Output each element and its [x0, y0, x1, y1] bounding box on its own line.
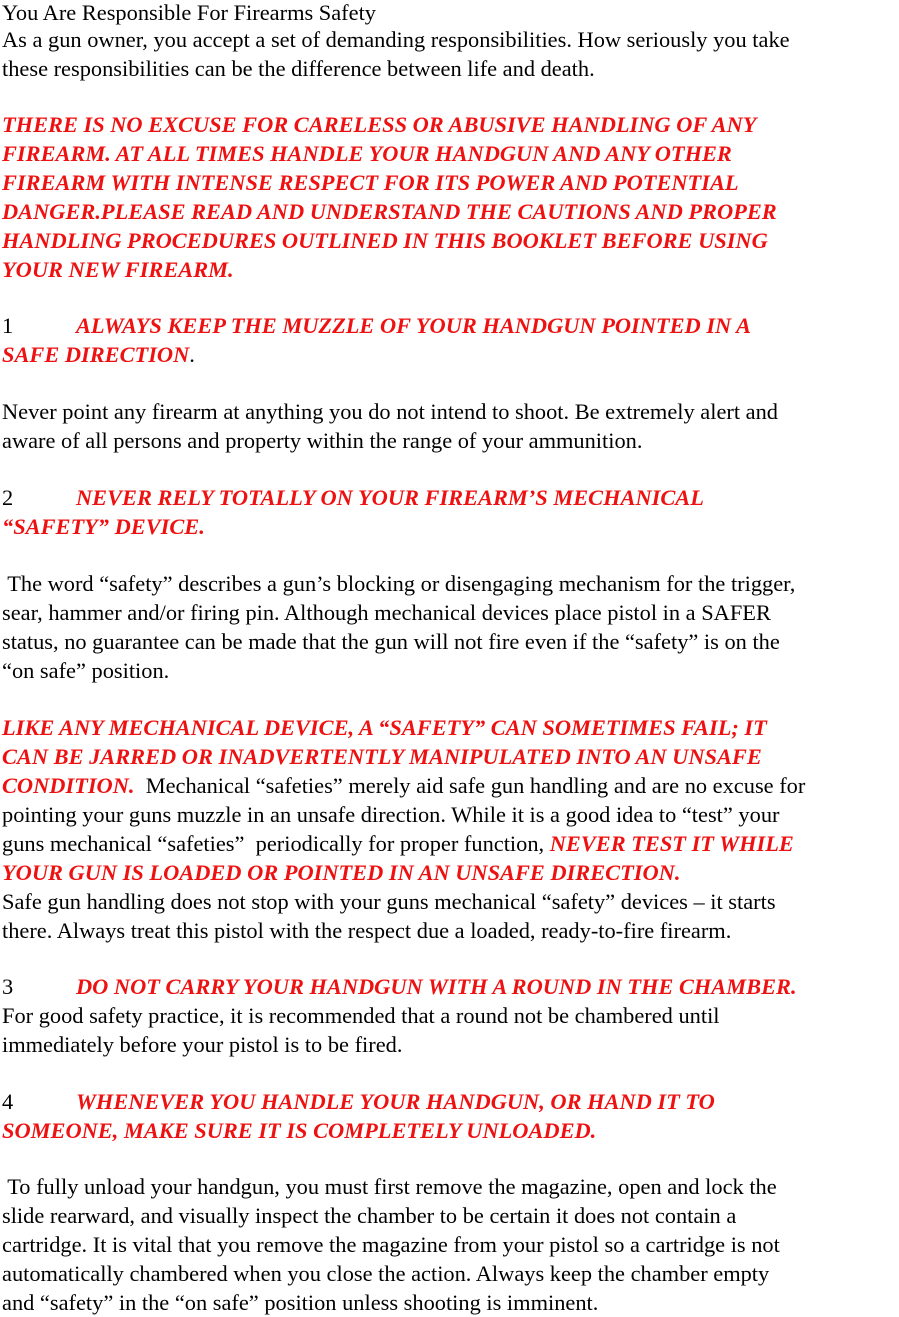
caution-line: pointing your guns muzzle in an unsafe direction. While it is a good idea to “test” your — [2, 802, 780, 827]
rule-3-heading — [2, 972, 797, 1001]
rule-2-body-line: The word “safety” describes a gun’s blocking or disengaging mechanism for the trigger, — [2, 571, 796, 596]
rule-heading-text: SAFE DIRECTION — [2, 342, 190, 367]
rule-2-body-line: “on safe” position. — [2, 658, 170, 683]
warning-line: THERE IS NO EXCUSE FOR CARELESS OR ABUSIVE HANDLING OF ANY — [2, 112, 757, 137]
rule-2-heading — [2, 483, 704, 512]
rule-4-body-line: automatically chambered when you close the action. Always keep the chamber empty — [2, 1261, 770, 1286]
rule-2-closing-line: there. Always treat this pistol with the respect due a loaded, ready-to-fire firearm. — [2, 918, 732, 943]
caution-line-mixed — [2, 829, 794, 858]
rule-4-body-line: slide rearward, and visually inspect the chamber to be certain it does not contain a — [2, 1203, 737, 1228]
warning-line: FIREARM WITH INTENSE RESPECT FOR ITS POWER AND POTENTIAL — [2, 170, 739, 195]
rule-heading-text: ALWAYS KEEP THE MUZZLE OF YOUR HANDGUN POINTED IN A — [76, 313, 751, 338]
rule-2-body-line: status, no guarantee can be made that the gun will not fire even if the “safety” is on the — [2, 629, 780, 654]
rule-2-body-line: sear, hammer and/or firing pin. Although mechanical devices place pistol in a SAFER — [2, 600, 771, 625]
intro-line: these responsibilities can be the difference between life and death. — [2, 56, 595, 81]
warning-line: DANGER.PLEASE READ AND UNDERSTAND THE CAUTIONS AND PROPER — [2, 199, 777, 224]
rule-4-heading — [2, 1087, 715, 1116]
rule-2-heading-cont: “SAFETY” DEVICE. — [2, 514, 205, 539]
rule-4-body-line: To fully unload your handgun, you must first remove the magazine, open and lock the — [2, 1174, 777, 1199]
rule-4-heading-cont: SOMEONE, MAKE SURE IT IS COMPLETELY UNLOADED. — [2, 1118, 597, 1143]
intro-line: As a gun owner, you accept a set of demanding responsibilities. How seriously you take — [2, 27, 790, 52]
rule-3-body-line: immediately before your pistol is to be fired. — [2, 1032, 403, 1057]
rule-heading-text: NEVER RELY TOTALLY ON YOUR FIREARM’S MECHANICAL — [76, 485, 704, 510]
caution-red-text: NEVER TEST IT WHILE — [549, 831, 794, 856]
caution-black-text: Mechanical “safeties” merely aid safe gun handling and are no excuse for — [134, 773, 806, 798]
rule-number: 3 — [2, 974, 14, 999]
warning-line: FIREARM. AT ALL TIMES HANDLE YOUR HANDGUN AND ANY OTHER — [2, 141, 732, 166]
rule-1-body-line: Never point any firearm at anything you do not intend to shoot. Be extremely alert and — [2, 399, 778, 424]
caution-red-text: CONDITION. — [2, 773, 135, 798]
rule-4-body-line: and “safety” in the “on safe” position unless shooting is imminent. — [2, 1290, 599, 1315]
caution-black-text: guns mechanical “safeties” periodically for proper function, — [2, 831, 550, 856]
rule-heading-text: DO NOT CARRY YOUR HANDGUN WITH A ROUND IN THE CHAMBER. — [76, 974, 797, 999]
rule-1-heading-cont — [2, 340, 195, 369]
warning-line: HANDLING PROCEDURES OUTLINED IN THIS BOOKLET BEFORE USING — [2, 228, 768, 253]
rule-3-body-line: For good safety practice, it is recommended that a round not be chambered until — [2, 1003, 720, 1028]
warning-line: YOUR NEW FIREARM. — [2, 257, 234, 282]
rule-heading-period: . — [189, 342, 195, 367]
rule-4-body-line: cartridge. It is vital that you remove the magazine from your pistol so a cartridge is not — [2, 1232, 780, 1257]
document-title: You Are Responsible For Firearms Safety — [2, 0, 376, 25]
rule-2-closing-line: Safe gun handling does not stop with your guns mechanical “safety” devices – it starts — [2, 889, 776, 914]
caution-line-mixed — [2, 771, 805, 800]
rule-number: 1 — [2, 313, 14, 338]
rule-1-heading — [2, 311, 751, 340]
rule-number: 2 — [2, 485, 14, 510]
caution-line: YOUR GUN IS LOADED OR POINTED IN AN UNSAFE DIRECTION. — [2, 860, 681, 885]
caution-line: LIKE ANY MECHANICAL DEVICE, A “SAFETY” CAN SOMETIMES FAIL; IT — [2, 715, 767, 740]
rule-1-body-line: aware of all persons and property within the range of your ammunition. — [2, 428, 643, 453]
caution-line: CAN BE JARRED OR INADVERTENTLY MANIPULATED INTO AN UNSAFE — [2, 744, 762, 769]
rule-heading-text: WHENEVER YOU HANDLE YOUR HANDGUN, OR HAND IT TO — [76, 1089, 715, 1114]
rule-number: 4 — [2, 1089, 14, 1114]
